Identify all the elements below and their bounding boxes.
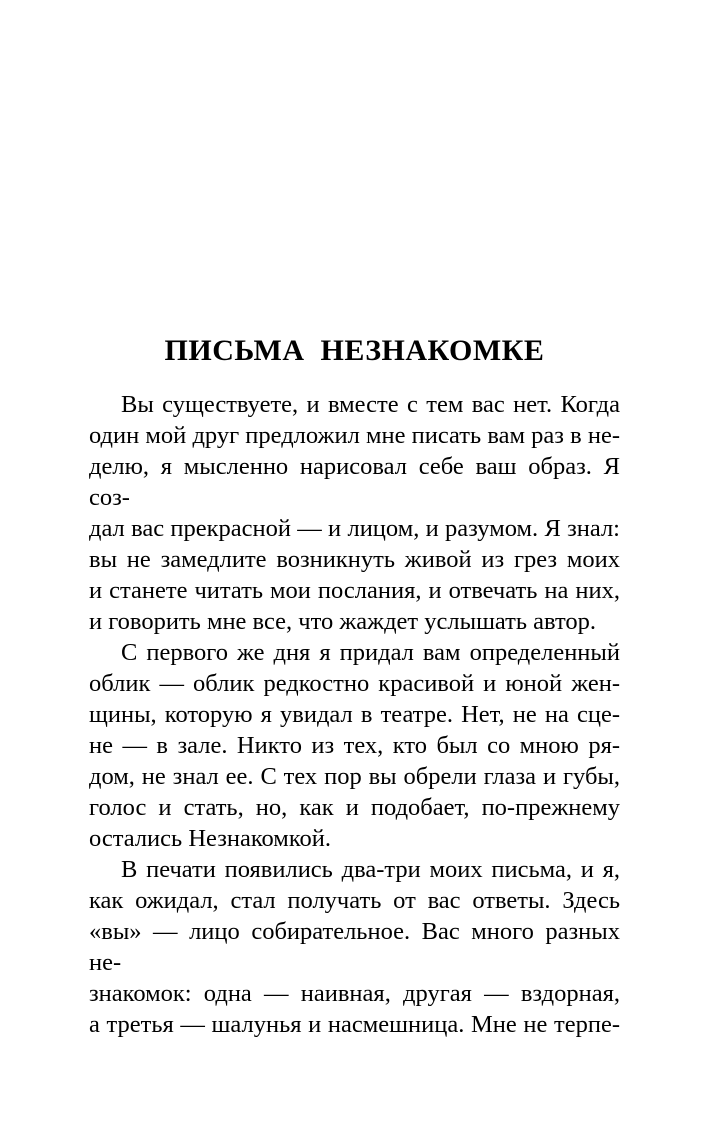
text-line: остались Незнакомкой. (89, 825, 331, 852)
text-line: вы не замедлите возникнуть живой из грез моих (89, 546, 620, 573)
text-line: Вы существуете, и вместе с тем вас нет. Когда (121, 391, 620, 418)
text-line: знакомок: одна — наивная, другая — вздорная, (89, 980, 620, 1007)
text-line: В печати появились два-три моих письма, и я, (121, 856, 620, 883)
text-line: и станете читать мои послания, и отвечать на них, (89, 577, 620, 604)
text-line: и говорить мне все, что жаждет услышать автор. (89, 608, 597, 635)
text-line: не — в зале. Никто из тех, кто был со мною ря- (89, 732, 620, 759)
text-line: дал вас прекрасной — и лицом, и разумом. Я знал: (89, 515, 620, 542)
chapter-title: ПИСЬМА НЕЗНАКОМКЕ (164, 334, 545, 367)
text-line: щины, которую я увидал в театре. Нет, не на сце- (89, 701, 620, 728)
text-line: один мой друг предложил мне писать вам раз в не- (89, 422, 620, 449)
text-line: «вы» — лицо собирательное. Вас много разных не- (89, 918, 620, 976)
text-line: дом, не знал ее. С тех пор вы обрели глаза и губы, (89, 763, 620, 790)
paragraph (89, 637, 620, 854)
text-line: С первого же дня я придал вам определенный (121, 639, 620, 666)
page-content (89, 0, 620, 1040)
text-line: а третья — шалунья и насмешница. Мне не терпе- (89, 1011, 620, 1038)
text-line: делю, я мысленно нарисовал себе ваш образ. Я соз- (89, 453, 620, 511)
body-text (89, 389, 620, 1040)
text-line: как ожидал, стал получать от вас ответы. Здесь (89, 887, 620, 914)
text-line: голос и стать, но, как и подобает, по-прежнему (89, 794, 620, 821)
text-line: облик — облик редкостно красивой и юной жен- (89, 670, 620, 697)
paragraph (89, 389, 620, 637)
paragraph (89, 854, 620, 1040)
